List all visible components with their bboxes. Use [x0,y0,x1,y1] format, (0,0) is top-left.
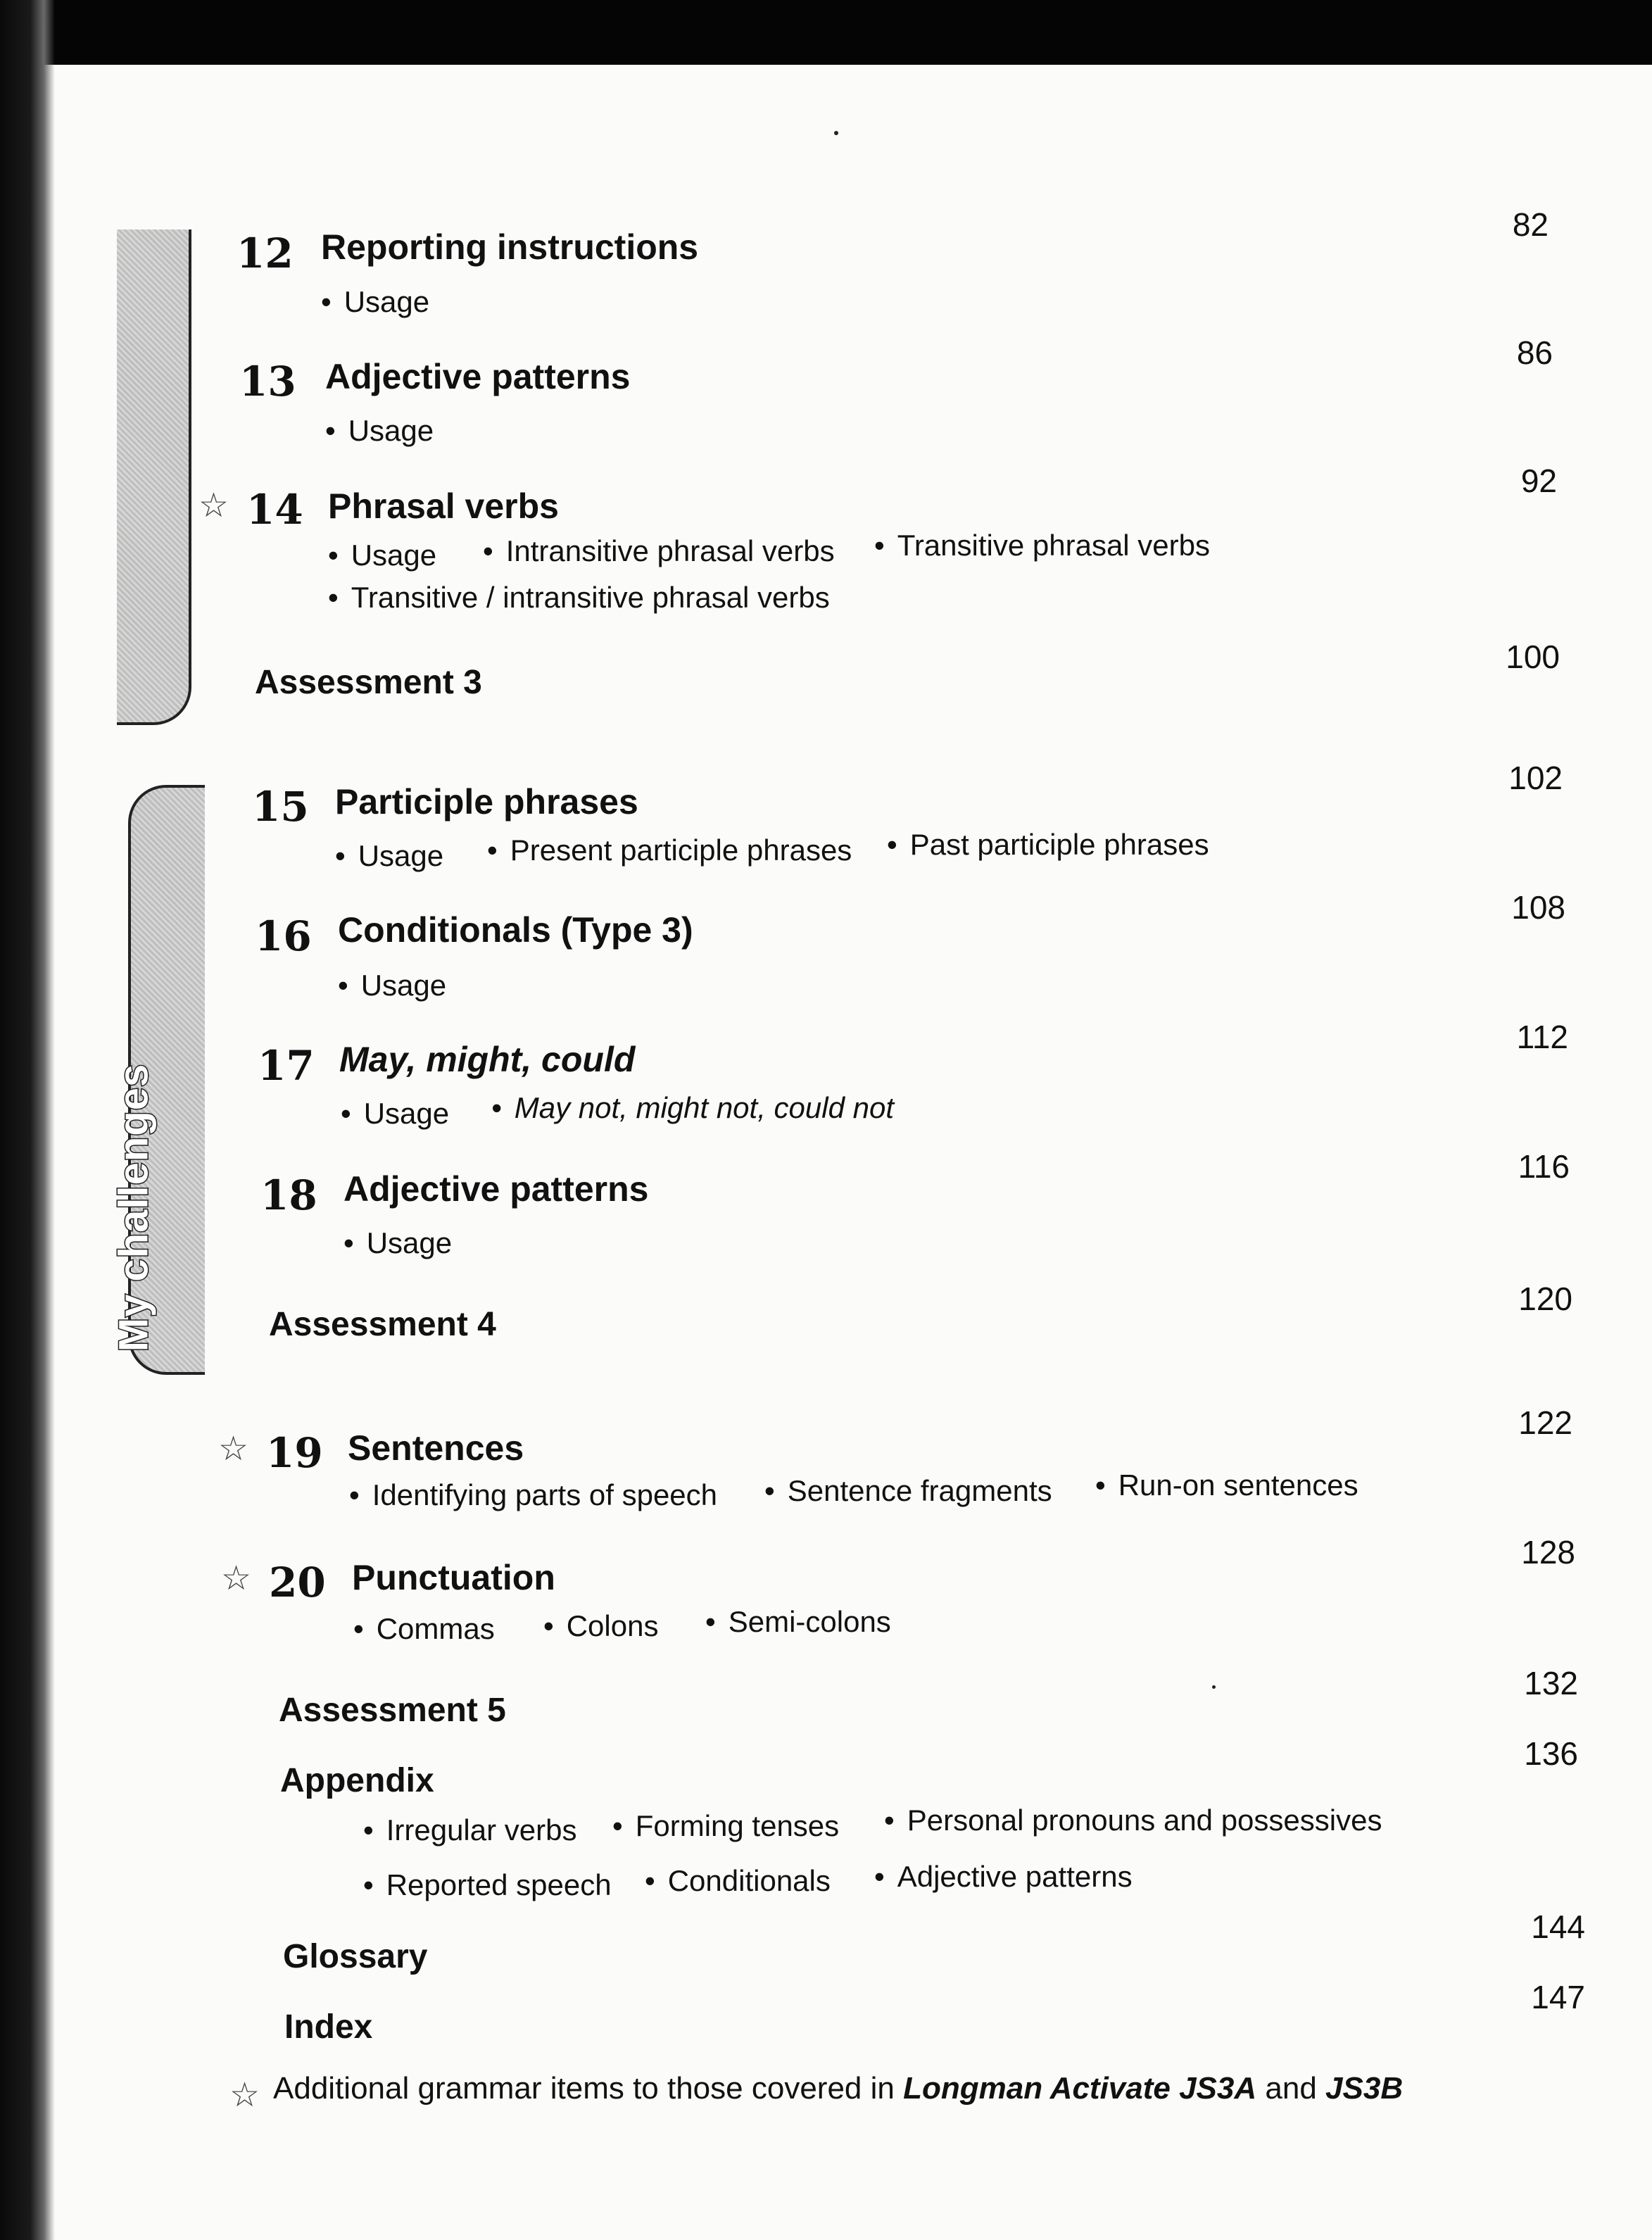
chapter-title: Participle phrases [335,782,638,822]
topic: • Commas [353,1612,495,1646]
page-number: 100 [1506,638,1560,675]
topic: • Adjective patterns [874,1860,1133,1894]
topic: • Personal pronouns and possessives [884,1804,1382,1837]
star-icon: ☆ [229,2077,260,2114]
chapter-number: 16 [255,912,312,960]
chapter-number: 18 [260,1171,317,1219]
chapter-title: Phrasal verbs [328,486,559,526]
star-icon: ☆ [221,1560,252,1597]
topic: • Sentence fragments [764,1474,1052,1508]
chapter-topics [328,529,1243,623]
footnote-book-a: Longman Activate JS3A [903,2071,1257,2106]
page-number: 147 [1531,1979,1585,2015]
section-title: Assessment 5 [279,1692,506,1729]
topic: • Transitive / intransitive phrasal verbs [328,581,830,615]
page-number: 92 [1520,463,1557,499]
chapter-number: 12 [237,229,294,277]
page-number: 128 [1521,1534,1575,1571]
topic: • Usage [328,539,436,572]
chapter-title: Adjective patterns [325,357,631,396]
speck [1212,1685,1216,1689]
chapter-topics [341,1091,1045,1139]
section-title: Index [284,2008,373,2046]
topic: • Transitive phrasal verbs [874,529,1210,562]
footnote-and: and [1265,2071,1317,2106]
chapter-title: May, might, could [339,1040,636,1079]
page-number: 136 [1524,1735,1578,1772]
chapter-title: Reporting instructions [321,227,699,267]
footnote [273,2071,1403,2106]
section-title: Glossary [283,1938,428,1975]
topic: • Usage [338,969,446,1002]
chapter-number: 17 [258,1042,315,1090]
topic: • Intransitive phrasal verbs [483,534,835,568]
chapter-number: 15 [252,783,309,831]
topic: • Usage [335,839,443,873]
topic: • May not, might not, could not [491,1091,894,1125]
footnote-text: Additional grammar items to those covered in [273,2071,895,2106]
page-number: 132 [1524,1665,1578,1701]
star-icon: ☆ [218,1430,249,1468]
chapter-number: 13 [239,358,296,405]
topic: • Identifying parts of speech [349,1478,717,1512]
topic: • Run-on sentences [1095,1468,1358,1502]
page-number: 112 [1516,1019,1568,1055]
chapter-topics [335,828,1250,881]
topic: • Irregular verbs [363,1813,576,1847]
page-number: 122 [1518,1404,1572,1441]
topic: • Present participle phrases [487,833,852,867]
topic: • Past participle phrases [887,828,1209,862]
appendix-topics [363,1804,1419,1926]
topic: • Colons [543,1609,658,1643]
topic: • Semi-colons [705,1605,891,1639]
chapter-number: 19 [266,1429,323,1477]
page-number: 116 [1518,1148,1570,1185]
topic: • Conditionals [645,1864,831,1898]
page-number: 120 [1518,1281,1572,1317]
topic: • Usage [341,1097,449,1131]
page-number: 108 [1511,889,1565,926]
footnote-book-b: JS3B [1325,2071,1404,2106]
chapter-topics [353,1605,1057,1654]
topic: • Forming tenses [612,1809,839,1843]
chapter-number: 14 [246,486,303,534]
chapter-title: Adjective patterns [343,1169,649,1209]
page-number: 86 [1516,334,1553,371]
chapter-title: Sentences [348,1428,524,1468]
section-title: Assessment 4 [269,1306,496,1343]
chapter-title: Punctuation [352,1558,555,1597]
topic: • Reported speech [363,1868,612,1902]
chapter-title: Conditionals (Type 3) [338,910,693,950]
page-number: 82 [1512,206,1549,243]
section-title: Assessment 3 [255,664,482,701]
section-title: Appendix [280,1762,434,1799]
page-number: 102 [1508,760,1563,796]
chapter-topics [349,1468,1405,1521]
scan-left-shadow [0,0,55,2240]
topic: • Usage [343,1226,452,1260]
page-number: 144 [1531,1908,1585,1945]
scan-top-shadow [0,0,1652,65]
tab-label: My challenges [111,1063,157,1352]
chapter-number: 20 [269,1559,326,1606]
star-icon: ☆ [198,487,229,524]
speck [834,131,838,135]
section-tab-upper [117,229,191,725]
topic: • Usage [325,414,434,448]
topic: • Usage [321,285,429,319]
